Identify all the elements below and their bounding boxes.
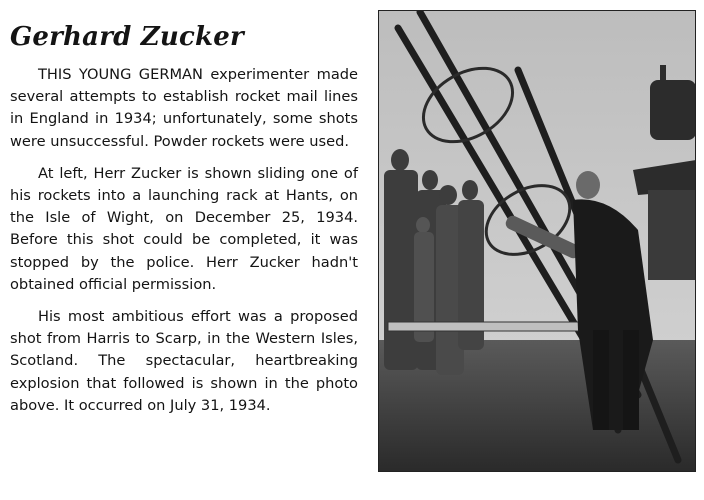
paragraph-2 — [10, 163, 358, 296]
spectators — [384, 149, 484, 375]
article-column — [10, 22, 358, 427]
cross-beam — [388, 322, 603, 331]
article-title: Gerhard Zucker — [10, 22, 244, 52]
paragraph-2-text: At left, Herr Zucker is shown sliding one of his rockets into a launching rack at Hants, on the Isle of Wight, on December 25, 1934. Before this shot could be completed, it was stopped by the police. Herr Zucker hadn't obtained official permission. — [10, 164, 358, 293]
paragraph-1 — [10, 64, 358, 153]
photo-illustration — [378, 10, 696, 472]
paragraph-3-text: His most ambitious effort was a proposed shot from Harris to Scarp, in the Western Isles, Scotland. The spectacular, heartbreaking explosion that followed is shown in the photo above. It occurred on July 31, 1934. — [10, 308, 358, 414]
paragraph-1-text: experimenter made several attempts to establish rocket mail lines in England in 1934; unfortunately, some shots were unsuccessful. Powder rockets were used. — [10, 66, 359, 150]
launch-rack-photo — [378, 10, 696, 472]
paragraph-1-lead: THIS YOUNG GERMAN — [38, 66, 203, 83]
paragraph-3 — [10, 306, 358, 417]
